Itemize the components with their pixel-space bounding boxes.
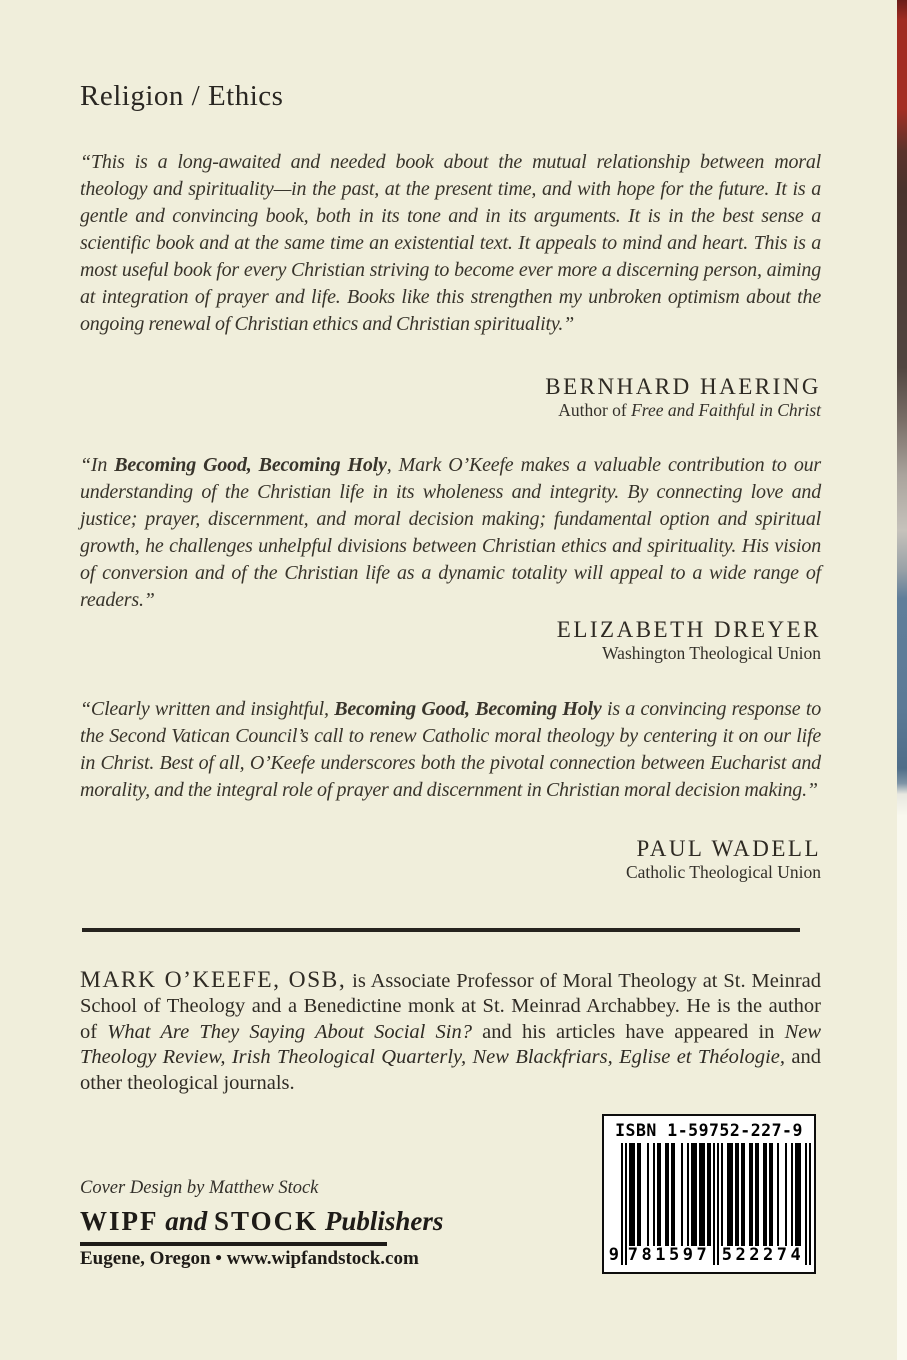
review-attribution-wadell bbox=[80, 836, 821, 882]
reviewer-name: PAUL WADELL bbox=[636, 836, 821, 861]
barcode-digit-group1: 781597 bbox=[627, 1245, 711, 1265]
review-quote-wadell: “Clearly written and insightful, Becoming Good, Becoming Holy is a convincing response to the Second Vatican Council’s call to renew Catholic moral theology by centering it on our life in Christ. Best of all, O’Keefe underscores both the pivotal connection between Eucharist and morality, and the integral role of prayer and discernment in Christian moral decision making.” bbox=[80, 698, 822, 801]
barcode-digit-group2: 522274 bbox=[721, 1245, 805, 1265]
publisher-name: WIPF and STOCK Publishers bbox=[80, 1206, 444, 1236]
publisher-underline bbox=[80, 1242, 387, 1246]
category-heading: Religion / Ethics bbox=[80, 80, 284, 112]
reviewer-affiliation: Washington Theological Union bbox=[602, 643, 821, 663]
cover-design-credit: Cover Design by Matthew Stock bbox=[80, 1178, 319, 1198]
publisher-address: Eugene, Oregon • www.wipfandstock.com bbox=[80, 1248, 419, 1269]
author-bio: MARK O’KEEFE, OSB, is Associate Professor of Moral Theology at St. Meinrad School of Theology and a Benedictine monk at St. Meinrad Archabbey. He is the author of What Are They Saying About Social Sin? and his articles have appeared in New Theology Review, Irish Theological Quarterly, New Blackfriars, Eglise et Théologie, and other theological journals. bbox=[80, 967, 822, 1094]
barcode-bars bbox=[608, 1143, 811, 1265]
horizontal-rule bbox=[82, 928, 800, 932]
review-quote-haering: “This is a long-awaited and needed book about the mutual relationship between moral theology and spirituality—in the past, at the present time, and with hope for the future. It is a gentle and convincing book, both in its tone and in its arguments. It is in the best sense a scientific book and at the same time an existential text. It appeals to mind and heart. This is a most useful book for every Christian striving to become ever more a discerning person, aiming at integration of prayer and life. Books like this strengthen my unbroken optimism about the ongoing renewal of Christian ethics and Christian spirituality.” bbox=[80, 151, 821, 335]
front-cover-edge bbox=[897, 0, 907, 1360]
reviewer-name: BERNHARD HAERING bbox=[545, 374, 821, 399]
reviewer-affiliation: Author of Free and Faithful in Christ bbox=[558, 400, 821, 420]
reviewer-affiliation: Catholic Theological Union bbox=[625, 862, 821, 882]
reviewer-name: ELIZABETH DREYER bbox=[556, 617, 821, 642]
review-attribution-dreyer bbox=[80, 617, 821, 663]
review-quote-dreyer: “In Becoming Good, Becoming Holy, Mark O’Keefe makes a valuable contribution to our understanding of the Christian life in its wholeness and integrity. By connecting love and justice; prayer, discernment, and moral decision making; fundamental option and spiritual growth, he challenges unhelpful divisions between Christian ethics and spirituality. His vision of conversion and of the Christian life as a dynamic totality will appeal to a wide range of readers.” bbox=[80, 454, 822, 611]
isbn-label: ISBN 1-59752-227-9 bbox=[615, 1121, 803, 1140]
review-attribution-haering bbox=[80, 374, 821, 420]
barcode-digit-lead: 9 bbox=[604, 1246, 619, 1265]
